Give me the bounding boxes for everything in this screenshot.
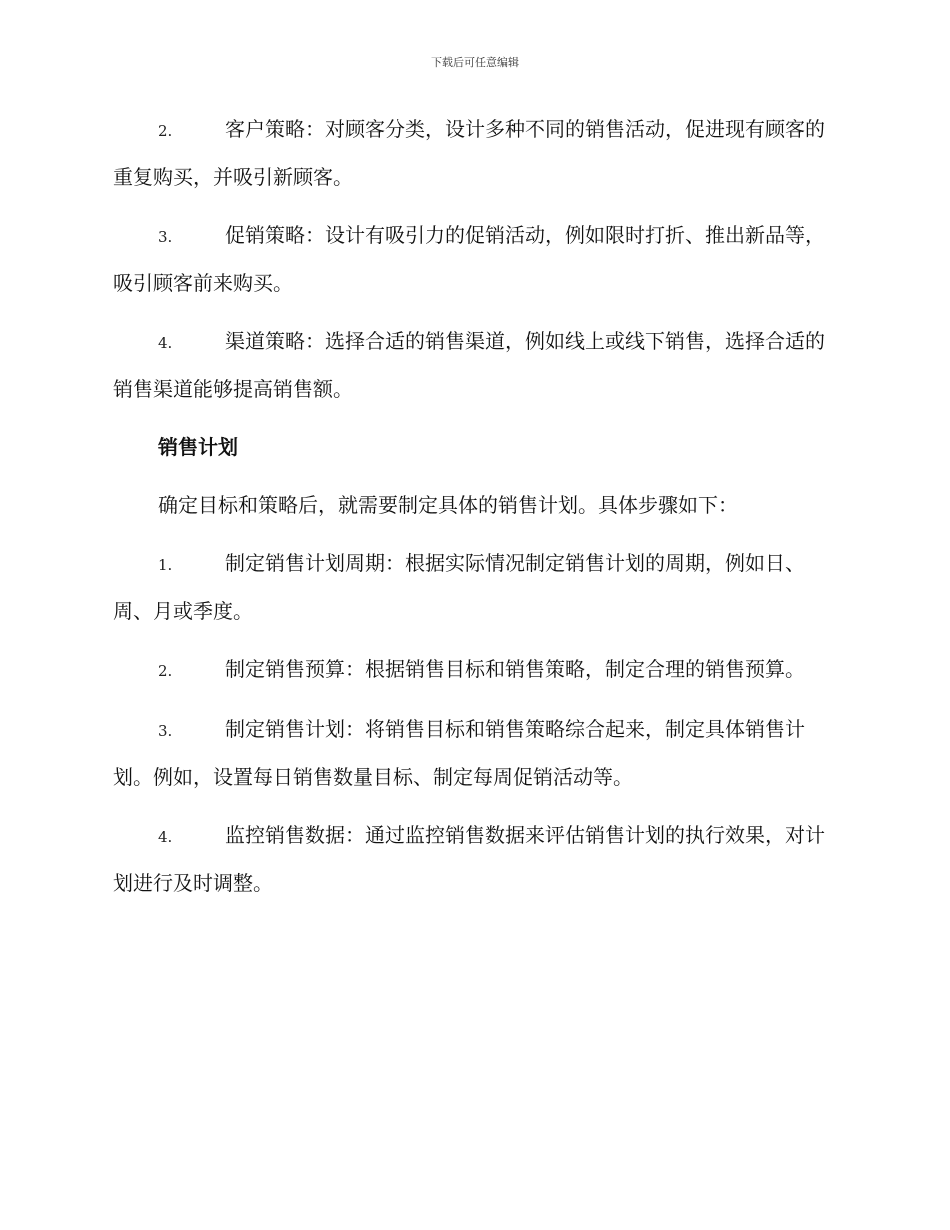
list-text: 客户策略：对顾客分类，设计多种不同的销售活动，促进现有顾客的重复购买，并吸引新顾客。 <box>113 117 825 189</box>
list-text: 渠道策略：选择合适的销售渠道，例如线上或线下销售，选择合适的销售渠道能够提高销售额。 <box>113 329 825 401</box>
list-number: 3. <box>158 722 173 740</box>
list-text: 促销策略：设计有吸引力的促销活动，例如限时打折、推出新品等，吸引顾客前来购买。 <box>113 223 825 295</box>
list-number: 3. <box>158 228 173 246</box>
list-text: 监控销售数据：通过监控销售数据来评估销售计划的执行效果，对计划进行及时调整。 <box>113 823 825 895</box>
document-body <box>113 106 835 918</box>
list-item <box>113 706 835 800</box>
list-item <box>113 318 835 412</box>
list-number: 2. <box>158 662 173 680</box>
list-text: 制定销售计划：将销售目标和销售策略综合起来，制定具体销售计划。例如，设置每日销售数量目标、制定每周促销活动等。 <box>113 717 805 789</box>
section-intro: 确定目标和策略后，就需要制定具体的销售计划。具体步骤如下： <box>158 493 738 517</box>
list-text: 制定销售预算：根据销售目标和销售策略，制定合理的销售预算。 <box>225 657 805 681</box>
list-number: 1. <box>158 556 173 574</box>
section-heading: 销售计划 <box>158 435 238 459</box>
list-text: 制定销售计划周期：根据实际情况制定销售计划的周期，例如日、周、月或季度。 <box>113 551 805 623</box>
list-item <box>113 540 835 634</box>
page-header: 下载后可任意编辑 <box>431 56 519 69</box>
list-item <box>113 212 835 306</box>
list-number: 4. <box>158 334 173 352</box>
list-number: 4. <box>158 828 173 846</box>
list-item <box>113 812 835 906</box>
list-number: 2. <box>158 122 173 140</box>
list-item <box>113 646 835 694</box>
list-item <box>113 106 835 200</box>
